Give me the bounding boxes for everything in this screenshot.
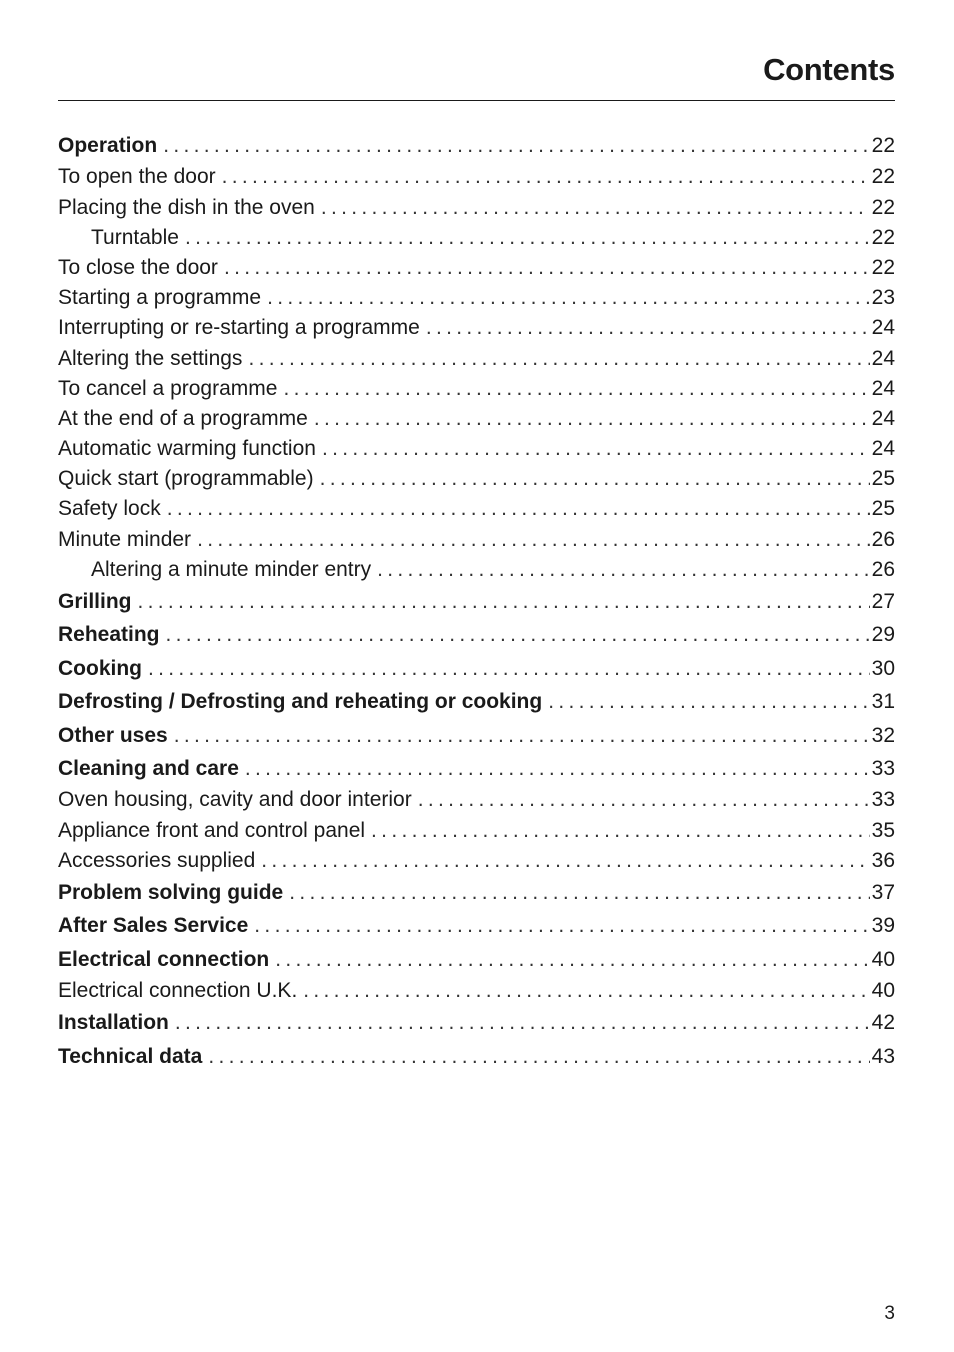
toc-entry-page: 30 [871,656,895,680]
toc-entry-page: 24 [871,406,895,430]
toc-entry-page: 35 [871,818,895,842]
toc-entry-page: 22 [871,165,895,189]
toc-section[interactable] [58,943,895,976]
toc-entry-page: 32 [871,723,895,747]
toc-dot-leader [277,374,869,404]
page-number: 3 [884,1303,895,1324]
toc-section[interactable] [58,876,895,909]
toc-entry-label: Placing the dish in the oven [58,195,315,219]
toc-dot-leader [191,525,870,555]
toc-entry-label: Safety lock [58,497,161,521]
toc-entry[interactable] [58,162,895,192]
toc-dot-leader [169,1006,870,1039]
toc-subentry[interactable] [58,223,895,253]
toc-dot-leader [371,555,870,585]
toc-entry[interactable] [58,434,895,464]
toc-entry-label: Minute minder [58,527,192,551]
toc-entry[interactable] [58,525,895,555]
toc-section[interactable] [58,1040,895,1073]
toc-entry-page: 25 [871,497,895,521]
title-divider [58,100,895,101]
toc-dot-leader [161,494,870,524]
toc-entry-page: 24 [871,346,895,370]
toc-dot-leader [261,283,870,313]
toc-entry-page: 33 [871,788,895,812]
toc-entry[interactable] [58,976,895,1006]
table-of-contents [58,129,895,1073]
toc-dot-leader [157,129,869,162]
toc-dot-leader [315,193,870,223]
toc-entry-page: 22 [871,255,895,279]
toc-dot-leader [283,876,869,909]
toc-entry-label: Grilling [58,590,132,614]
toc-entry-page: 39 [871,914,895,938]
toc-entry-label: After Sales Service [58,914,249,938]
toc-entry-page: 26 [871,527,895,551]
toc-dot-leader [142,652,870,685]
toc-section[interactable] [58,1006,895,1039]
toc-entry-label: Electrical connection [58,947,270,971]
toc-dot-leader [316,434,870,464]
toc-entry-label: Accessories supplied [58,848,256,872]
toc-entry[interactable] [58,846,895,876]
toc-dot-leader [160,618,870,651]
toc-entry-page: 31 [871,690,895,714]
toc-entry-label: Oven housing, cavity and door interior [58,788,412,812]
toc-entry[interactable] [58,494,895,524]
toc-entry[interactable] [58,313,895,343]
toc-entry-label: Installation [58,1011,169,1035]
toc-entry-label: Problem solving guide [58,880,284,904]
toc-section[interactable] [58,618,895,651]
toc-dot-leader [168,719,870,752]
toc-entry-page: 23 [871,286,895,310]
toc-entry-page: 37 [871,880,895,904]
toc-dot-leader [297,976,869,1006]
toc-entry[interactable] [58,253,895,283]
toc-entry-label: Altering the settings [58,346,243,370]
toc-entry-label: Other uses [58,723,168,747]
page-title: Contents [763,52,895,87]
toc-entry-page: 27 [871,590,895,614]
toc-entry-label: Reheating [58,623,160,647]
toc-entry-label: To close the door [58,255,218,279]
toc-dot-leader [308,404,870,434]
toc-dot-leader [218,253,870,283]
toc-entry[interactable] [58,374,895,404]
toc-entry-label: Technical data [58,1044,203,1068]
toc-entry[interactable] [58,785,895,815]
toc-section[interactable] [58,719,895,752]
toc-entry-label: Defrosting / Defrosting and reheating or cooking [58,690,543,714]
toc-entry-label: Automatic warming function [58,437,316,461]
toc-entry-label: Altering a minute minder entry [91,557,372,581]
toc-dot-leader [542,685,869,718]
toc-entry[interactable] [58,283,895,313]
toc-dot-leader [132,585,870,618]
toc-section[interactable] [58,585,895,618]
toc-subentry[interactable] [58,555,895,585]
toc-section[interactable] [58,909,895,942]
toc-dot-leader [420,313,870,343]
toc-dot-leader [314,464,870,494]
toc-entry-label: Electrical connection U.K. [58,979,298,1003]
toc-entry-label: Appliance front and control panel [58,818,366,842]
toc-dot-leader [239,752,870,785]
toc-entry[interactable] [58,464,895,494]
toc-entry-page: 24 [871,437,895,461]
toc-section[interactable] [58,129,895,162]
toc-entry-page: 40 [871,947,895,971]
toc-entry-label: At the end of a programme [58,406,308,430]
toc-entry-page: 25 [871,467,895,491]
toc-entry[interactable] [58,344,895,374]
toc-section[interactable] [58,652,895,685]
toc-entry-page: 22 [871,225,895,249]
toc-entry-page: 26 [871,557,895,581]
toc-entry-page: 43 [871,1044,895,1068]
toc-entry-page: 24 [871,316,895,340]
toc-entry-page: 33 [871,756,895,780]
toc-entry-label: Cleaning and care [58,756,239,780]
toc-section[interactable] [58,685,895,718]
toc-entry-label: Cooking [58,656,142,680]
toc-entry-label: To open the door [58,165,216,189]
toc-entry-label: Turntable [91,225,179,249]
toc-entry-page: 42 [871,1011,895,1035]
toc-entry-page: 24 [871,376,895,400]
toc-dot-leader [412,785,870,815]
toc-dot-leader [202,1040,869,1073]
toc-entry[interactable] [58,404,895,434]
toc-dot-leader [255,846,869,876]
toc-entry-label: Starting a programme [58,286,262,310]
toc-entry-label: To cancel a programme [58,376,278,400]
toc-dot-leader [179,223,870,253]
toc-entry-label: Quick start (programmable) [58,467,314,491]
toc-entry-page: 29 [871,623,895,647]
toc-section[interactable] [58,752,895,785]
toc-entry[interactable] [58,816,895,846]
toc-dot-leader [269,943,869,976]
toc-dot-leader [365,816,870,846]
toc-dot-leader [216,162,870,192]
toc-entry-label: Operation [58,134,158,157]
toc-entry-page: 40 [871,979,895,1003]
toc-entry-label: Interrupting or re-starting a programme [58,316,420,340]
toc-entry-page: 22 [871,134,895,157]
toc-entry-page: 22 [871,195,895,219]
toc-dot-leader [248,909,869,942]
toc-entry[interactable] [58,193,895,223]
toc-entry-page: 36 [871,848,895,872]
toc-dot-leader [242,344,869,374]
